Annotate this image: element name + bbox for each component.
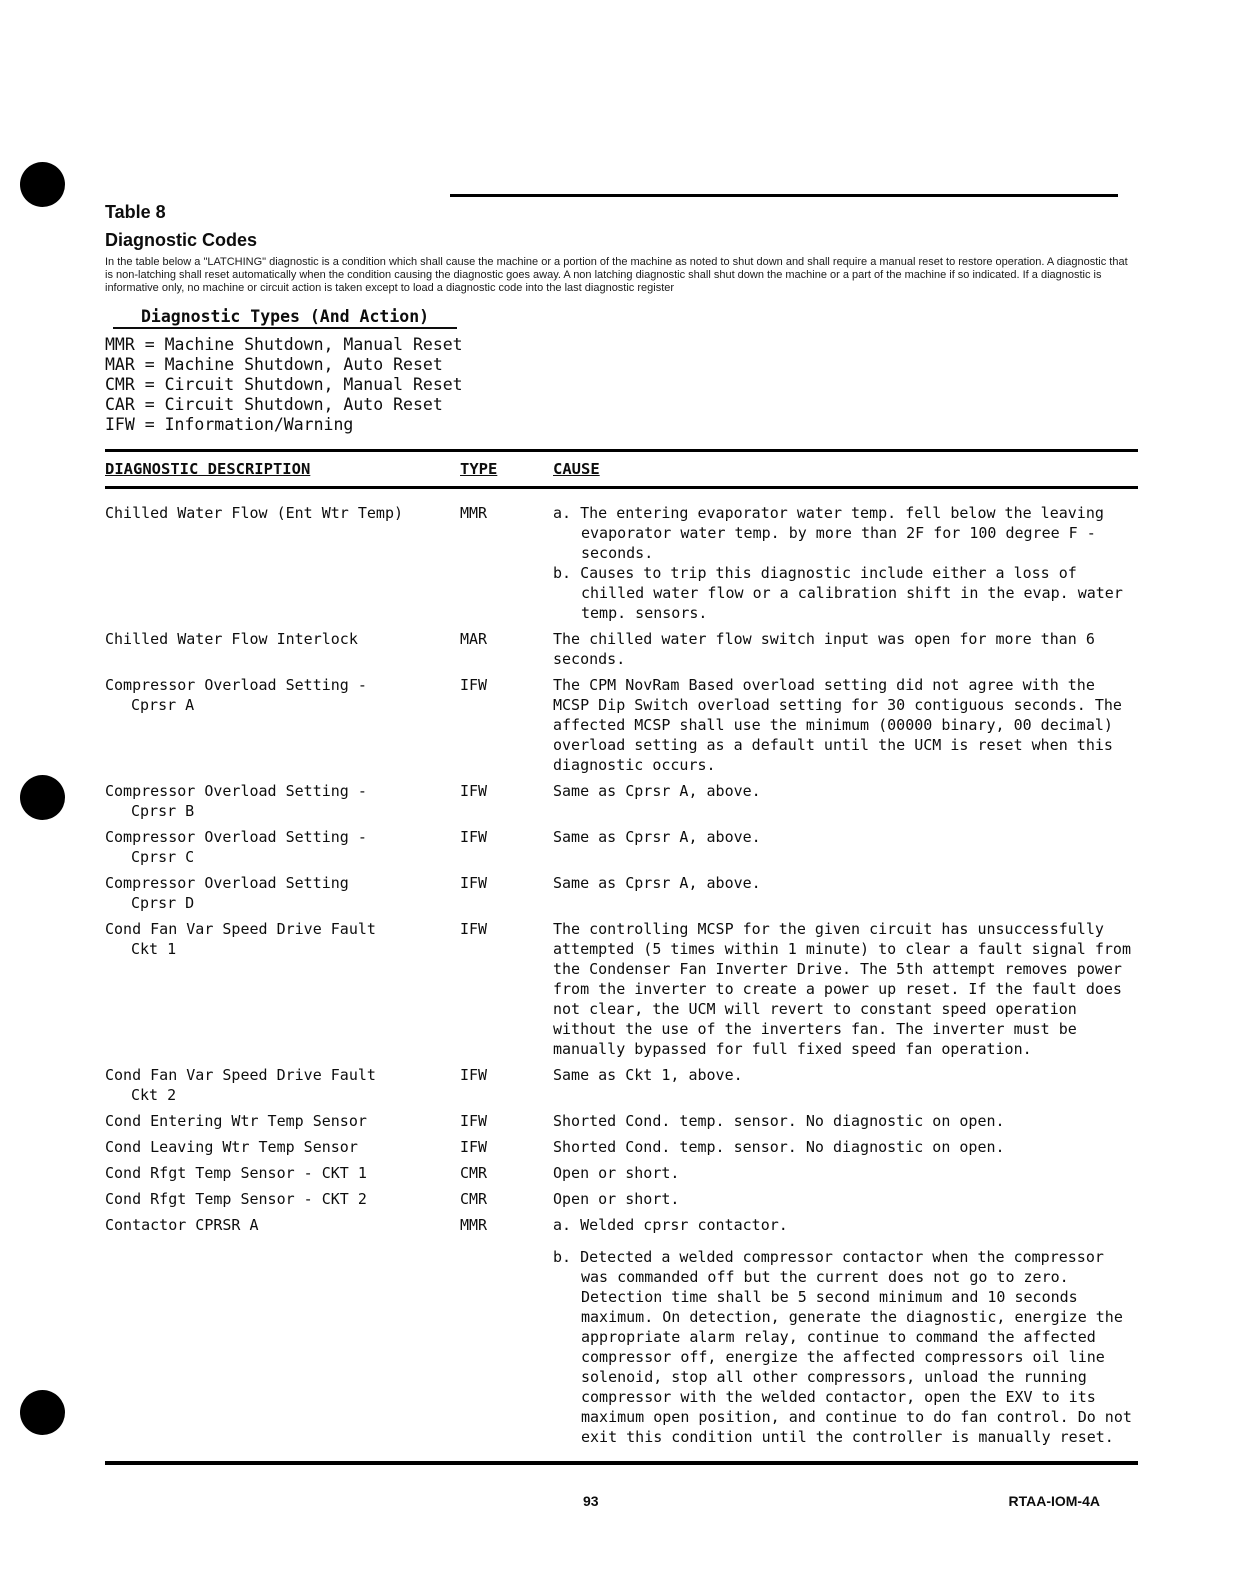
diagnostic-type: IFW [460, 676, 488, 694]
table-row [105, 1215, 1138, 1447]
diagnostic-description: Cond Fan Var Speed Drive Fault Ckt 2 [105, 1066, 376, 1104]
diagnostic-type: CMR [460, 1164, 488, 1182]
page-title: Diagnostic Codes [105, 230, 258, 250]
diagnostic-type: IFW [460, 1138, 488, 1156]
table-number-heading: Table 8 [105, 202, 166, 222]
diagnostic-description: Cond Entering Wtr Temp Sensor [105, 1112, 367, 1130]
diagnostic-type: CMR [460, 1190, 488, 1208]
diagnostic-cause: The chilled water flow switch input was open for more than 6 seconds. [553, 630, 1095, 668]
table-row [105, 1163, 1138, 1183]
diagnostic-type: MMR [460, 1216, 488, 1234]
table-row [105, 873, 1138, 913]
diagnostic-description: Cond Rfgt Temp Sensor - CKT 2 [105, 1190, 367, 1208]
diagnostic-cause: Shorted Cond. temp. sensor. No diagnostic on open. [553, 1112, 1005, 1130]
top-divider-rule [450, 194, 1118, 197]
diagnostic-cause: Open or short. [553, 1190, 680, 1208]
diagnostic-types-list [105, 335, 1138, 435]
diagnostic-type: MMR [460, 504, 488, 522]
diagnostic-description: Compressor Overload Setting - Cprsr B [105, 782, 367, 820]
diagnostic-cause: Same as Cprsr A, above. [553, 828, 761, 846]
diagnostic-description: Compressor Overload Setting Cprsr D [105, 874, 349, 912]
diagnostic-description: Cond Fan Var Speed Drive Fault Ckt 1 [105, 920, 376, 958]
diagnostic-type: IFW [460, 1066, 488, 1084]
table-row [105, 827, 1138, 867]
table-row [105, 1065, 1138, 1105]
table-row [105, 503, 1138, 623]
diagnostic-types-heading: Diagnostic Types (And Action) [105, 307, 1138, 329]
punch-hole-mark [20, 1390, 65, 1435]
page-footer [105, 1493, 1138, 1513]
punch-hole-mark [20, 162, 65, 207]
diagnostic-type: IFW [460, 782, 488, 800]
table-bottom-rule [105, 1461, 1138, 1465]
diagnostic-table-body [105, 503, 1138, 1447]
diagnostic-cause: The CPM NovRam Based overload setting did not agree with the MCSP Dip Switch overload setting for 30 contiguous seconds. The affected MCSP shall use the minimum (00000 binary, 00 decimal) overload setting as a default until the UCM is reset when this diagnostic occurs. [553, 676, 1122, 774]
diagnostic-type: IFW [460, 920, 488, 938]
table-row [105, 781, 1138, 821]
table-row [105, 629, 1138, 669]
table-header-rule [105, 486, 1138, 489]
diagnostic-cause: Same as Cprsr A, above. [553, 782, 761, 800]
diagnostic-type-definition: MMR = Machine Shutdown, Manual Reset [105, 335, 463, 354]
diagnostic-type-definition: IFW = Information/Warning [105, 415, 354, 434]
diagnostic-type: IFW [460, 1112, 488, 1130]
table-header-row [105, 452, 1138, 484]
diagnostic-description: Cond Rfgt Temp Sensor - CKT 1 [105, 1164, 367, 1182]
document-code: RTAA-IOM-4A [1008, 1493, 1100, 1509]
diagnostic-description: Chilled Water Flow (Ent Wtr Temp) [105, 504, 404, 522]
diagnostic-cause: The controlling MCSP for the given circuit has unsuccessfully attempted (5 times within 1 minute) to clear a fault signal from the Condenser Fan Inverter Drive. The 5th attempt removes power from the inverter to create a power up reset. If the fault does not clear, the UCM will revert to constant speed operation without the use of the inverters fan. The inverter must be manually bypassed for full fixed speed fan operation. [553, 920, 1131, 1058]
intro-paragraph: In the table below a "LATCHING" diagnostic is a condition which shall cause the machine or a portion of the machine as noted to shut down and shall require a manual reset to restore operation. A diagnostic that is non-latching shall reset automatically when the condition causing the diagnostic goes away. A non latching diagnostic shall shut down the machine or a part of the machine if so indicated. If a diagnostic is informative only, no machine or circuit action is taken except to load a diagnostic code into the last diagnostic register [105, 256, 1128, 294]
column-header-type: TYPE [460, 460, 498, 478]
table-row [105, 1137, 1138, 1157]
page-content [105, 202, 1138, 1513]
diagnostic-description: Contactor CPRSR A [105, 1216, 259, 1234]
diagnostic-cause: a. The entering evaporator water temp. fell below the leaving evaporator water temp. by more than 2F for 100 degree F - seconds. b. Causes to trip this diagnostic include either a loss of chilled water flow or a calibration shift in the evap. water temp. sensors. [553, 504, 1123, 622]
table-row [105, 675, 1138, 775]
diagnostic-type-definition: CAR = Circuit Shutdown, Auto Reset [105, 395, 443, 414]
column-header-cause: CAUSE [553, 460, 600, 478]
diagnostic-description: Compressor Overload Setting - Cprsr C [105, 828, 367, 866]
punch-hole-mark [20, 775, 65, 820]
table-row [105, 1189, 1138, 1209]
diagnostic-description: Compressor Overload Setting - Cprsr A [105, 676, 367, 714]
diagnostic-cause: Shorted Cond. temp. sensor. No diagnostic on open. [553, 1138, 1005, 1156]
diagnostic-cause: Same as Ckt 1, above. [553, 1066, 743, 1084]
diagnostic-cause: Same as Cprsr A, above. [553, 874, 761, 892]
diagnostic-description: Cond Leaving Wtr Temp Sensor [105, 1138, 358, 1156]
diagnostic-type: MAR [460, 630, 488, 648]
table-row [105, 919, 1138, 1059]
diagnostic-type-definition: CMR = Circuit Shutdown, Manual Reset [105, 375, 463, 394]
diagnostic-description: Chilled Water Flow Interlock [105, 630, 358, 648]
diagnostic-type: IFW [460, 874, 488, 892]
column-header-description: DIAGNOSTIC DESCRIPTION [105, 460, 311, 478]
diagnostic-cause: Open or short. [553, 1164, 680, 1182]
table-row [105, 1111, 1138, 1131]
diagnostic-type: IFW [460, 828, 488, 846]
diagnostic-type-definition: MAR = Machine Shutdown, Auto Reset [105, 355, 443, 374]
diagnostic-cause: a. Welded cprsr contactor. b. Detected a welded compressor contactor when the compressor was commanded off but the current does not go to zero. Detection time shall be 5 second minimum and 10 seconds maximum. On detection, generate the diagnostic, energize the appropriate alarm relay, continue to command the affected compressor off, energize the affected compressors oil line solenoid, stop all other compressors, unload the running compressor with the welded contactor, open the EXV to its maximum open position, and continue to do fan control. Do not exit this condition until the controller is manually reset. [553, 1216, 1132, 1446]
page-number: 93 [583, 1493, 599, 1509]
